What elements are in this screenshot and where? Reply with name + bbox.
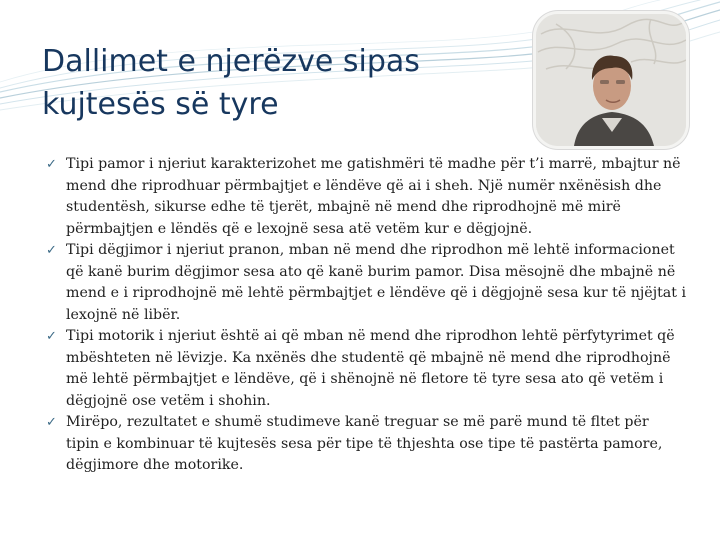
bullet-text: Tipi pamor i njeriut karakterizohet me gatishmëri të madhe për t’i marrë, mbajtur në mend dhe riprodhuar përmbajtjet e lëndëve që ai i sheh. Një numër nxënësish dhe studentësh, sikurse edhe të tjerët, mbajnë në mend dhe riprodhojnë më mirë përmbajtjen e lëndës që e lexojnë sesa atë vetëm kur e dëgjojnë. xyxy=(66,156,681,237)
bullet-list xyxy=(46,154,686,477)
checkmark-icon: ✓ xyxy=(46,243,57,258)
bullet-text: Tipi dëgjimor i njeriut pranon, mban në mend dhe riprodhon më lehtë informacionet që kanë burim dëgjimor sesa ato që kanë burim pamor. Disa mësojnë dhe mbajnë në mend e i riprodhojnë më lehtë përmbajtjet e lëndëve që i dëgjojnë sesa kur të njëjtat i lexojnë në libër. xyxy=(66,242,687,323)
bullet-item xyxy=(46,412,686,477)
checkmark-icon: ✓ xyxy=(46,415,57,430)
bullet-text: Tipi motorik i njeriut është ai që mban në mend dhe riprodhon lehtë përfytyrimet që mbështeten në lëvizje. Ka nxënës dhe studentë që mbajnë në mend dhe riprodhojnë më lehtë përmbajtjet e lëndëve, që i shënojnë në fletore të tyre sesa ato që vetëm i dëgjojnë ose vetëm i shohin. xyxy=(66,328,675,409)
portrait-photo xyxy=(536,14,686,146)
slide-title xyxy=(42,40,512,126)
bullet-text: Mirëpo, rezultatet e shumë studimeve kanë treguar se më parë mund të fltet për tipin e kombinuar të kujtesës sesa për tipe të thjeshta ose tipe të pastërta pamore, dëgjimore dhe motorike. xyxy=(66,414,663,473)
checkmark-icon: ✓ xyxy=(46,157,57,172)
portrait-image xyxy=(536,14,686,146)
bullet-item xyxy=(46,326,686,412)
checkmark-icon: ✓ xyxy=(46,329,57,344)
bullet-item xyxy=(46,240,686,326)
title-line-2: kujtesës së tyre xyxy=(42,87,279,122)
bullet-item xyxy=(46,154,686,240)
title-line-1: Dallimet e njerëzve sipas xyxy=(42,44,420,79)
